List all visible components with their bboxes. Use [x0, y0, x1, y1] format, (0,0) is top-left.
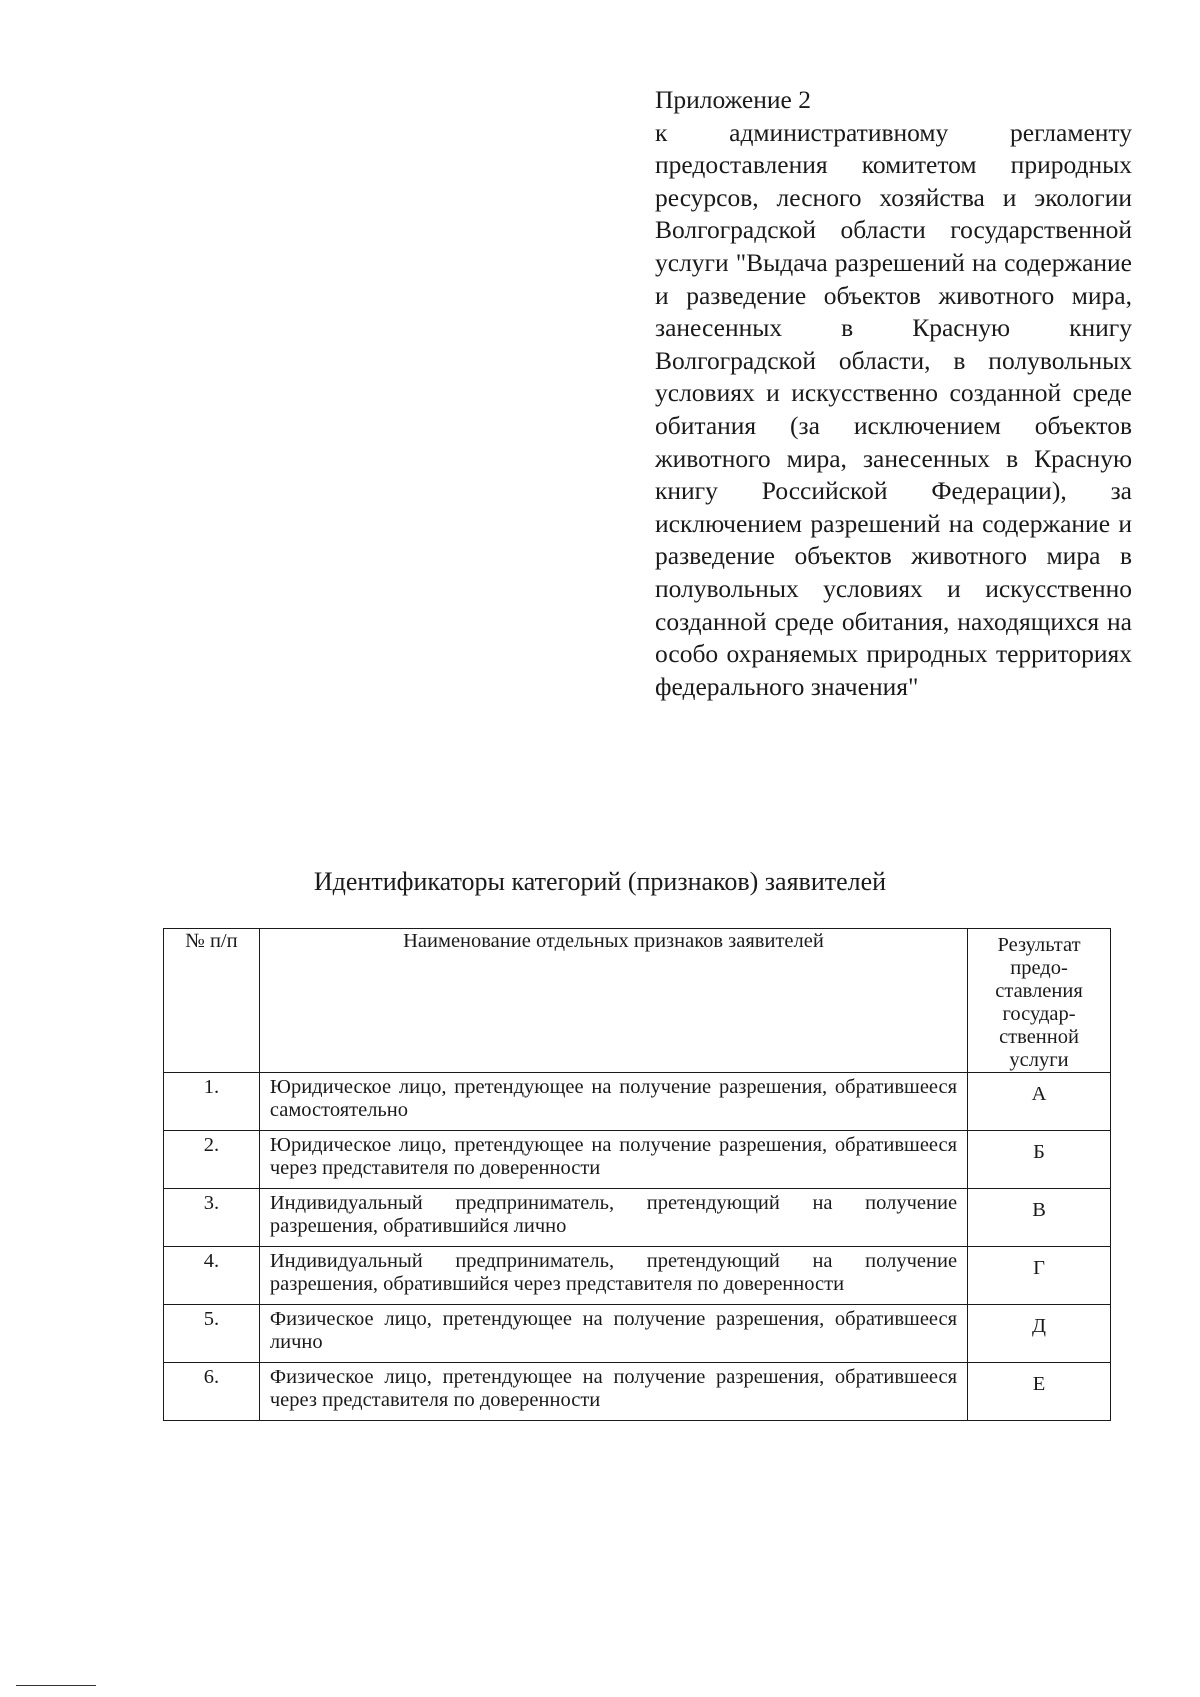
scan-margin-line [16, 1685, 96, 1686]
table-row [164, 1131, 1111, 1189]
row-number: 1. [164, 1073, 260, 1131]
table-row [164, 1305, 1111, 1363]
row-name: Индивидуальный предприниматель, претендующий на получение разрешения, обратившийся через представителя по доверенности [259, 1247, 967, 1305]
appendix-title: Приложение 2 [655, 85, 811, 114]
row-code: Г [968, 1247, 1111, 1305]
document-title: Идентификаторы категорий (признаков) заявителей [313, 867, 887, 896]
table-row [164, 1363, 1111, 1421]
appendix-block [655, 84, 1132, 703]
row-name: Юридическое лицо, претендующее на получение разрешения, обратившееся самостоятельно [259, 1073, 967, 1131]
table-row [164, 1189, 1111, 1247]
table-row [164, 1073, 1111, 1131]
row-name: Физическое лицо, претендующее на получение разрешения, обратившееся через представителя по доверенности [259, 1363, 967, 1421]
row-number: 4. [164, 1247, 260, 1305]
row-code: А [968, 1073, 1111, 1131]
row-number: 5. [164, 1305, 260, 1363]
row-code: Е [968, 1363, 1111, 1421]
header-result: Результат предо-ставления государ-ственной услуги [968, 929, 1111, 1073]
row-code: В [968, 1189, 1111, 1247]
row-code: Б [968, 1131, 1111, 1189]
appendix-text: к административному регламенту предоставления комитетом природных ресурсов, лесного хозяйства и экологии Волгоградской области государственной услуги "Выдача разрешений на содержание и разведение объектов животного мира, занесенных в Красную книгу Волгоградской области, в полувольных условиях и искусственно созданной среде обитания (за исключением объектов животного мира, занесенных в Красную книгу Российской Федерации), за исключением разрешений на содержание и разведение объектов животного мира в полувольных условиях и искусственно созданной среде обитания, находящихся на особо охраняемых природных территориях федерального значения" [655, 117, 1132, 701]
row-number: 6. [164, 1363, 260, 1421]
table-header-row [164, 929, 1111, 1073]
header-name: Наименование отдельных признаков заявителей [259, 929, 967, 1073]
row-number: 3. [164, 1189, 260, 1247]
row-name: Юридическое лицо, претендующее на получение разрешения, обратившееся через представителя по доверенности [259, 1131, 967, 1189]
header-number: № п/п [164, 929, 260, 1073]
row-number: 2. [164, 1131, 260, 1189]
row-name: Физическое лицо, претендующее на получение разрешения, обратившееся лично [259, 1305, 967, 1363]
table-row [164, 1247, 1111, 1305]
applicant-categories-table [163, 928, 1111, 1421]
row-name: Индивидуальный предприниматель, претендующий на получение разрешения, обратившийся лично [259, 1189, 967, 1247]
row-code: Д [968, 1305, 1111, 1363]
